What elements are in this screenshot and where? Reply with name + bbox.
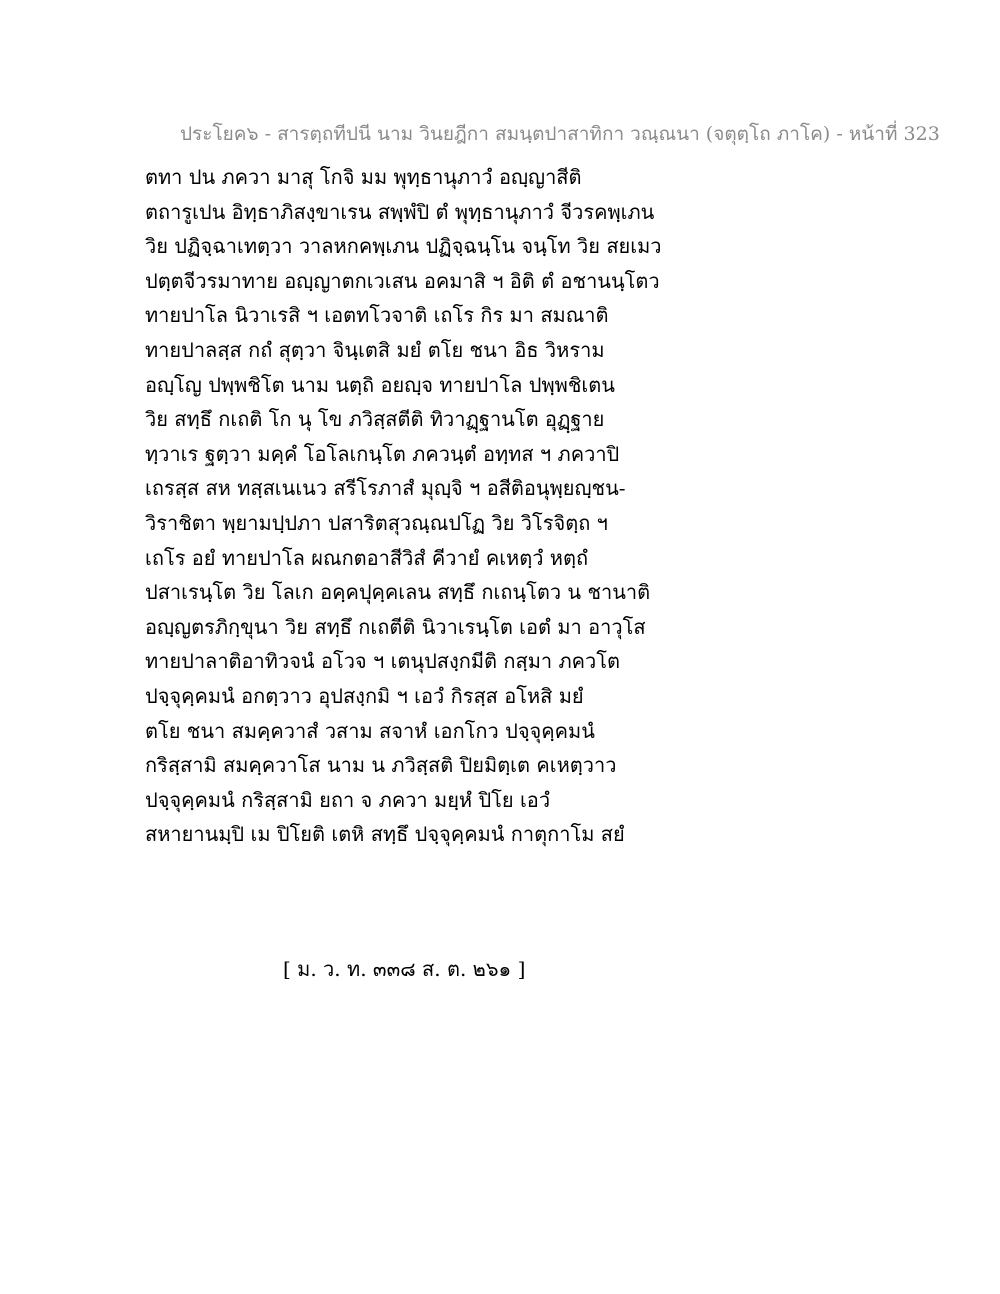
text-line: ปจฺจุคฺคมนํ อกตฺวาว อุปสงฺกมิ ฯ เอวํ กิรสฺส อโหสิ มยํ	[145, 683, 584, 708]
text-line: สหายานมฺปิ เม ปิโยติ เตหิ สทฺธึ ปจฺจุคฺคมนํ กาตุกาโม สยํ	[145, 822, 625, 847]
text-line: กริสฺสามิ สมคฺควาโส นาม น ภวิสฺสติ ปิยมิตฺเต คเหตฺวาว	[145, 753, 617, 778]
footnote-reference: [ ม. ว. ท. ๓๓๘ ส. ต. ๒๖๑ ]	[283, 957, 526, 981]
text-line: ปตฺตจีวรมาทาย อญฺญาตกเวเสน อคมาสิ ฯ อิติ ตํ อชานนฺโตว	[145, 268, 660, 293]
text-line: ทายปาโล นิวาเรสิ ฯ เอตทโวจาติ เถโร กิร มา สมณาติ	[145, 303, 609, 328]
text-line: อญฺโญ ปพฺพชิโต นาม นตฺถิ อยญฺจ ทายปาโล ปพฺพชิเตน	[145, 372, 615, 397]
body-text	[145, 160, 665, 852]
text-line: ตทา ปน ภควา มาสุ โกจิ มม พุทฺธานุภาวํ อญฺญาสีติ	[145, 165, 582, 189]
text-line: ตโย ชนา สมคฺควาสํ วสาม สจาหํ เอกโกว ปจฺจุคฺคมนํ	[145, 718, 595, 743]
text-line: เถโร อยํ ทายปาโล ผณกตอาสีวิสํ คีวายํ คเหตฺวํ หตฺถํ	[145, 545, 589, 570]
text-line: วิราชิตา พฺยามปฺปภา ปสาริตสุวณฺณปโฏ วิย วิโรจิตฺถ ฯ	[145, 510, 608, 535]
text-line: ตถารูเปน อิทฺธาภิสงฺขาเรน สพฺพํปิ ตํ พุทฺธานุภาวํ จีวรคพฺเภน	[145, 199, 655, 224]
text-line: ทายปาลสฺส กถํ สุตฺวา จินฺเตสิ มยํ ตโย ชนา อิธ วิหราม	[145, 337, 605, 362]
text-line: ปจฺจุคฺคมนํ กริสฺสามิ ยถา จ ภควา มยฺหํ ปิโย เอวํ	[145, 787, 551, 812]
text-line: วิย สทฺธึ กเถติ โก นุ โข ภวิสฺสตีติ ทิวาฏฺฐานโต อุฏฺฐาย	[145, 407, 605, 432]
text-line: ปสาเรนฺโต วิย โลเก อคฺคปุคฺคเลน สทฺธึ กเถนฺโตว น ชานาติ	[145, 580, 651, 605]
text-line: เถรสฺส สห ทสฺสเนเนว สรีโรภาสํ มุญฺจิ ฯ อสีติอนุพฺยญฺชน-	[145, 476, 626, 501]
text-line: อญฺญตรภิกฺขุนา วิย สทฺธึ กเถตีติ นิวาเรนฺโต เอตํ มา อาวุโส	[145, 614, 646, 639]
text-line: ทฺวาเร ฐตฺวา มคฺคํ โอโลเกนฺโต ภควนฺตํ อทฺทส ฯ ภควาปิ	[145, 441, 620, 466]
page-header: ประโยค๖ - สารตฺถทีปนี นาม วินยฎีกา สมนฺตปาสาทิกา วณฺณนา (จตุตฺโถ ภาโค) - หน้าที่ 323	[180, 123, 940, 145]
text-line: วิย ปฏิจฺฉาเทตฺวา วาลหกคพฺเภน ปฏิจฺฉนฺโน จนฺโท วิย สยเมว	[145, 234, 662, 259]
text-line: ทายปาลาติอาทิวจนํ อโวจ ฯ เตนุปสงฺกมีติ กสฺมา ภควโต	[145, 649, 620, 674]
